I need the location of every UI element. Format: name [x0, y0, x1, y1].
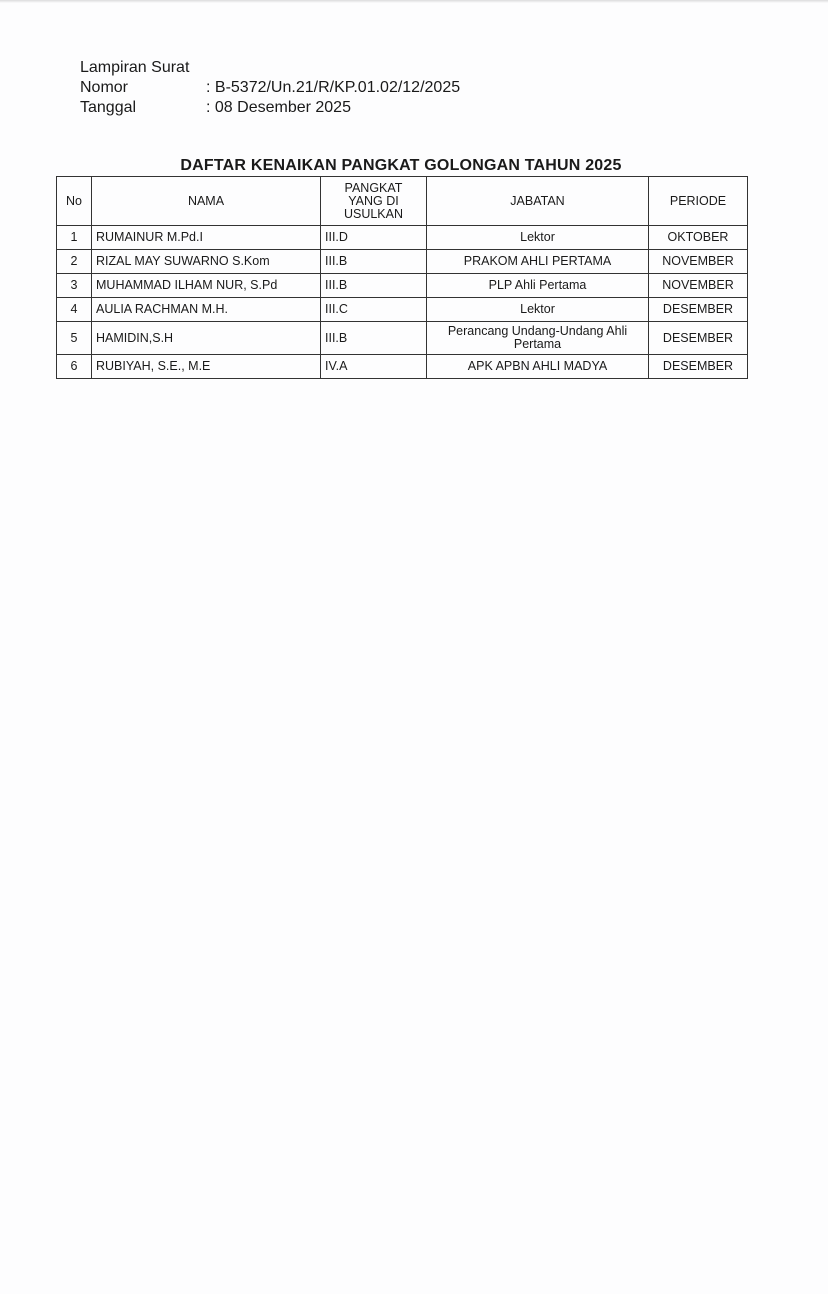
document-title: DAFTAR KENAIKAN PANGKAT GOLONGAN TAHUN 2025	[180, 157, 622, 174]
date-value: : 08 Desember 2025	[206, 99, 351, 116]
cell-pangkat: IV.A	[321, 355, 427, 379]
cell-jabatan: Lektor	[427, 298, 649, 322]
cell-pangkat: III.D	[321, 226, 427, 250]
cell-no: 4	[57, 298, 92, 322]
table-row	[57, 250, 748, 274]
date-row	[80, 98, 460, 118]
column-header-jabatan: JABATAN	[427, 177, 649, 226]
column-header-pangkat-line: PANGKAT	[344, 180, 403, 195]
cell-periode: DESEMBER	[649, 322, 748, 355]
column-header-nama: NAMA	[92, 177, 321, 226]
letter-header	[80, 58, 460, 118]
cell-periode: OKTOBER	[649, 226, 748, 250]
cell-jabatan: APK APBN AHLI MADYA	[427, 355, 649, 379]
cell-pangkat: III.B	[321, 322, 427, 355]
cell-no: 6	[57, 355, 92, 379]
cell-nama: MUHAMMAD ILHAM NUR, S.Pd	[92, 274, 321, 298]
cell-jabatan: Lektor	[427, 226, 649, 250]
cell-nama: AULIA RACHMAN M.H.	[92, 298, 321, 322]
number-value: : B-5372/Un.21/R/KP.01.02/12/2025	[206, 79, 461, 96]
cell-periode: NOVEMBER	[649, 274, 748, 298]
cell-nama: HAMIDIN,S.H	[92, 322, 321, 355]
cell-no: 3	[57, 274, 92, 298]
cell-jabatan: PLP Ahli Pertama	[427, 274, 649, 298]
cell-pangkat: III.B	[321, 250, 427, 274]
cell-nama: RUBIYAH, S.E., M.E	[92, 355, 321, 379]
cell-nama: RUMAINUR M.Pd.I	[92, 226, 321, 250]
attachment-label: Lampiran Surat	[80, 59, 190, 76]
cell-nama: RIZAL MAY SUWARNO S.Kom	[92, 250, 321, 274]
number-row	[80, 78, 460, 98]
date-label: Tanggal	[80, 99, 137, 116]
cell-no: 5	[57, 322, 92, 355]
table-row	[57, 322, 748, 355]
cell-periode: DESEMBER	[649, 355, 748, 379]
cell-pangkat: III.C	[321, 298, 427, 322]
column-header-pangkat-line: YANG DI	[348, 193, 399, 208]
attachment-row	[80, 58, 460, 78]
cell-jabatan: PRAKOM AHLI PERTAMA	[427, 250, 649, 274]
table-row	[57, 298, 748, 322]
column-header-no: No	[57, 177, 92, 226]
cell-periode: NOVEMBER	[649, 250, 748, 274]
table-row	[57, 355, 748, 379]
page-edge	[0, 0, 828, 3]
cell-jabatan: Perancang Undang-Undang Ahli Pertama	[427, 322, 649, 355]
promotion-table	[56, 176, 748, 379]
cell-periode: DESEMBER	[649, 298, 748, 322]
table-row	[57, 274, 748, 298]
column-header-periode: PERIODE	[649, 177, 748, 226]
cell-no: 2	[57, 250, 92, 274]
table-header-row	[57, 177, 748, 226]
cell-no: 1	[57, 226, 92, 250]
number-label: Nomor	[80, 79, 129, 96]
column-header-pangkat	[321, 177, 427, 226]
table-row	[57, 226, 748, 250]
cell-pangkat: III.B	[321, 274, 427, 298]
column-header-pangkat-line: USULKAN	[343, 206, 404, 221]
